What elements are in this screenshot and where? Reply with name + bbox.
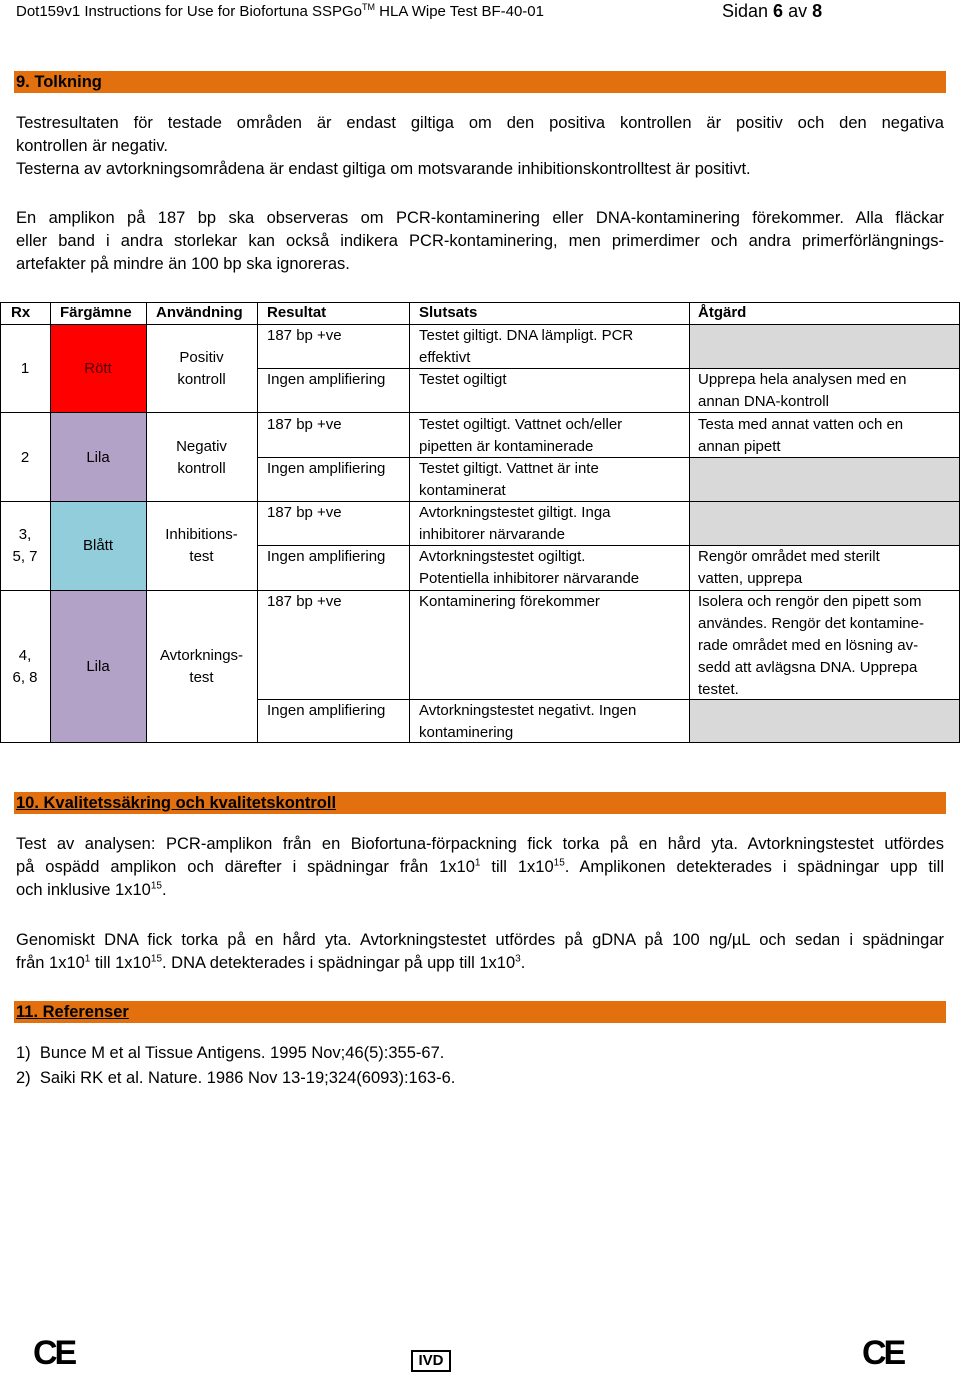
table-rule [257, 699, 960, 700]
usage-label: Inhibitions- test [165, 526, 238, 565]
conclusion-text: Avtorkningstestet giltigt. Inga inhibitorer närvarande [419, 504, 611, 543]
table-rule [0, 501, 960, 502]
table-header-conclusion: Slutsats [419, 304, 478, 321]
ce-mark-icon: CE [862, 1334, 904, 1372]
empty-action-cell [690, 700, 959, 743]
conclusion-text: Testet ogiltigt. Vattnet och/eller pipetten är kontaminerade [419, 416, 623, 455]
table-rule [0, 302, 1, 743]
table-header-rx: Rx [11, 304, 31, 321]
references-list [16, 1042, 944, 1090]
rx-number: 2 [20, 449, 30, 466]
page-number: Sidan 6 av 8 [722, 1, 823, 21]
action-text: Rengör området med sterilt vatten, upprepa [698, 548, 880, 587]
rx-number: 4, 6, 8 [12, 647, 38, 686]
section-9-heading: 9. Tolkning [14, 71, 946, 93]
table-rule [257, 545, 960, 546]
reference-item: 2) Saiki RK et al. Nature. 1986 Nov 13-19;324(6093):163-6. [16, 1069, 456, 1087]
conclusion-text: Testet giltigt. Vattnet är inte kontaminerat [419, 460, 599, 499]
usage-label: Positiv kontroll [177, 349, 226, 388]
table-rule [146, 302, 147, 743]
action-text: Upprepa hela analysen med en annan DNA-kontroll [698, 371, 907, 410]
conclusion-text: Testet ogiltigt [419, 371, 507, 388]
result-text: 187 bp +ve [267, 504, 342, 521]
table-rule [257, 302, 258, 743]
result-text: 187 bp +ve [267, 593, 342, 610]
action-text: Testa med annat vatten och en annan pipett [698, 416, 904, 455]
dye-name: Lila [86, 658, 110, 675]
section-9-paragraph-3: En amplikon på 187 bp ska observeras om PCR-kontaminering eller DNA-kontaminering förekommer. Alla fläckar eller band i andra storlekar kan också indikera PCR-kontaminering, men primerdimer och andra primerförlängnings- artefakter på mindre än 100 bp ska ignoreras. [16, 209, 944, 273]
conclusion-text: Avtorkningstestet negativt. Ingen kontaminering [419, 702, 637, 741]
table-rule [0, 302, 960, 303]
result-text: Ingen amplifiering [267, 548, 386, 565]
conclusion-text: Kontaminering förekommer [419, 593, 600, 610]
reference-item: 1) Bunce M et al Tissue Antigens. 1995 Nov;46(5):355-67. [16, 1044, 445, 1062]
table-rule [409, 302, 410, 743]
section-10-heading: 10. Kvalitetssäkring och kvalitetskontroll [14, 792, 946, 814]
conclusion-text: Testet giltigt. DNA lämpligt. PCR effektivt [419, 327, 634, 366]
table-rule [689, 302, 690, 743]
usage-label: Negativ kontroll [176, 438, 227, 477]
ce-mark-icon: CE [33, 1334, 75, 1372]
rx-number: 1 [20, 360, 30, 377]
table-rule [50, 302, 51, 743]
table-rule [0, 412, 960, 413]
table-rule [257, 457, 960, 458]
section-10-paragraph-2: Genomiskt DNA fick torka på en hård yta. Avtorkningstestet utfördes på gDNA på 100 ng/µL och sedan i spädningar från $1x10^1$ till $1x10^{15}$. DNA detekterades i spädningar på upp till $1x10^3$. [16, 931, 944, 972]
dye-name: Blått [82, 537, 113, 554]
section-9-paragraph-2: Testerna av avtorkningsområdena är endast giltiga om motsvarande inhibitionskontrolltest är positivt. [16, 160, 751, 178]
conclusion-text: Avtorkningstestet ogiltigt. Potentiella inhibitorer närvarande [419, 548, 640, 587]
table-rule [0, 590, 960, 591]
table-header-result: Resultat [267, 304, 327, 321]
empty-action-cell [690, 458, 959, 502]
result-text: Ingen amplifiering [267, 460, 386, 477]
result-text: 187 bp +ve [267, 327, 342, 344]
table-header-dye: Färgämne [60, 304, 132, 321]
result-text: 187 bp +ve [267, 416, 342, 433]
empty-action-cell [690, 502, 959, 546]
table-rule [0, 324, 960, 325]
table-header-use: Användning [156, 304, 243, 321]
table-rule [257, 368, 960, 369]
action-text: Isolera och rengör den pipett som användes. Rengör det kontamine- rade området med en lösning av- sedd att avlägsna DNA. Upprepa testet. [698, 593, 924, 698]
table-rule [0, 742, 960, 743]
document-title: Dot159v1 Instructions for Use for Biofortuna SSPGo™ HLA Wipe Test BF-40-01 [16, 2, 544, 20]
dye-name: Lila [86, 449, 110, 466]
section-11-heading: 11. Referenser [14, 1001, 946, 1023]
rx-number: 3, 5, 7 [12, 526, 38, 565]
result-text: Ingen amplifiering [267, 702, 386, 719]
empty-action-cell [690, 325, 959, 369]
result-text: Ingen amplifiering [267, 371, 386, 388]
dye-name: Rött [84, 360, 112, 377]
section-10-paragraph-1: Test av analysen: PCR-amplikon från en Biofortuna-förpackning fick torka på en hård yta. Avtorkningstestet utfördes på ospädd amplikon och därefter i spädningar från $1x10^1$ till $1x10^{15}$. Amplikonen detekterades i spädningar upp till och inklusive $1x10^{15}$. [16, 835, 944, 899]
usage-label: Avtorknings- test [159, 647, 244, 686]
section-9-paragraph-1: Testresultaten för testade områden är endast giltiga om den positiva kontrollen är positiv och den negativa kontrollen är negativ. [16, 114, 944, 155]
ivd-mark-icon: IVD [411, 1350, 451, 1372]
table-header-action: Åtgärd [698, 304, 747, 321]
